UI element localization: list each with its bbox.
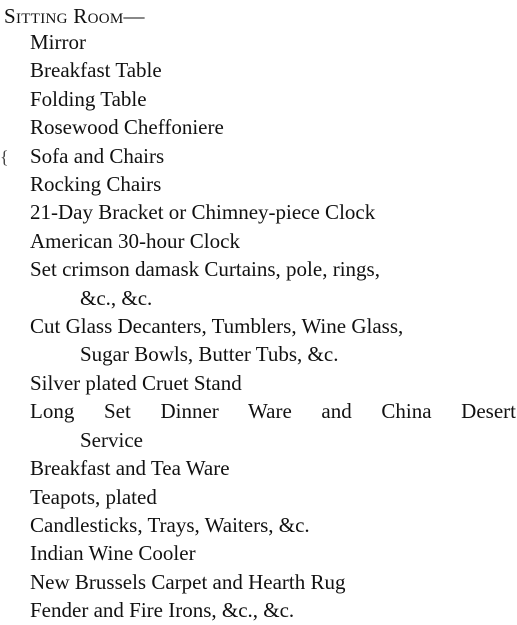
item-text: Breakfast and Tea Ware	[30, 456, 230, 481]
item-text: Silver plated Cruet Stand	[30, 370, 242, 395]
list-item	[30, 568, 516, 596]
item-continuation: &c., &c.	[80, 285, 153, 310]
item-text: Sofa and Chairs	[30, 143, 165, 168]
list-item	[30, 539, 516, 567]
list-item	[30, 170, 516, 198]
item-text: Candlesticks, Trays, Waiters, &c.	[30, 512, 310, 537]
list-item	[30, 28, 516, 56]
item-text: Mirror	[30, 30, 86, 54]
inventory-list	[30, 28, 516, 625]
list-item	[30, 85, 516, 113]
item-text: Rocking Chairs	[30, 172, 162, 197]
item-text: New Brussels Carpet and Hearth Rug	[30, 569, 346, 594]
list-item	[30, 113, 516, 141]
list-item	[30, 511, 516, 539]
item-text: Indian Wine Cooler	[30, 541, 196, 566]
item-continuation: Service	[80, 427, 143, 452]
list-item	[30, 142, 516, 170]
item-text: Teapots, plated	[30, 484, 157, 509]
item-text: Folding Table	[30, 86, 147, 111]
list-item	[30, 369, 516, 397]
list-item	[30, 56, 516, 84]
item-text: 21-Day Bracket or Chimney-piece Clock	[30, 200, 376, 225]
list-item	[30, 596, 516, 624]
list-item	[30, 397, 516, 454]
list-item	[30, 227, 516, 255]
item-continuation: Sugar Bowls, Butter Tubs, &c.	[80, 342, 339, 367]
list-item	[30, 255, 516, 312]
item-text: Rosewood Cheffoniere	[30, 115, 224, 140]
item-text: American 30-hour Clock	[30, 228, 240, 253]
section-heading: Sitting Room—	[4, 4, 145, 28]
item-text: Fender and Fire Irons, &c., &c.	[30, 598, 295, 623]
list-item	[30, 198, 516, 226]
item-text: Cut Glass Decanters, Tumblers, Wine Glass,	[30, 314, 404, 339]
list-item	[30, 483, 516, 511]
item-text: Breakfast Table	[30, 58, 162, 83]
margin-brace-mark: {	[0, 147, 9, 167]
item-text: Long Set Dinner Ware and China Desert	[30, 399, 516, 424]
list-item	[30, 312, 516, 369]
list-item	[30, 454, 516, 482]
item-text: Set crimson damask Curtains, pole, rings,	[30, 257, 380, 282]
